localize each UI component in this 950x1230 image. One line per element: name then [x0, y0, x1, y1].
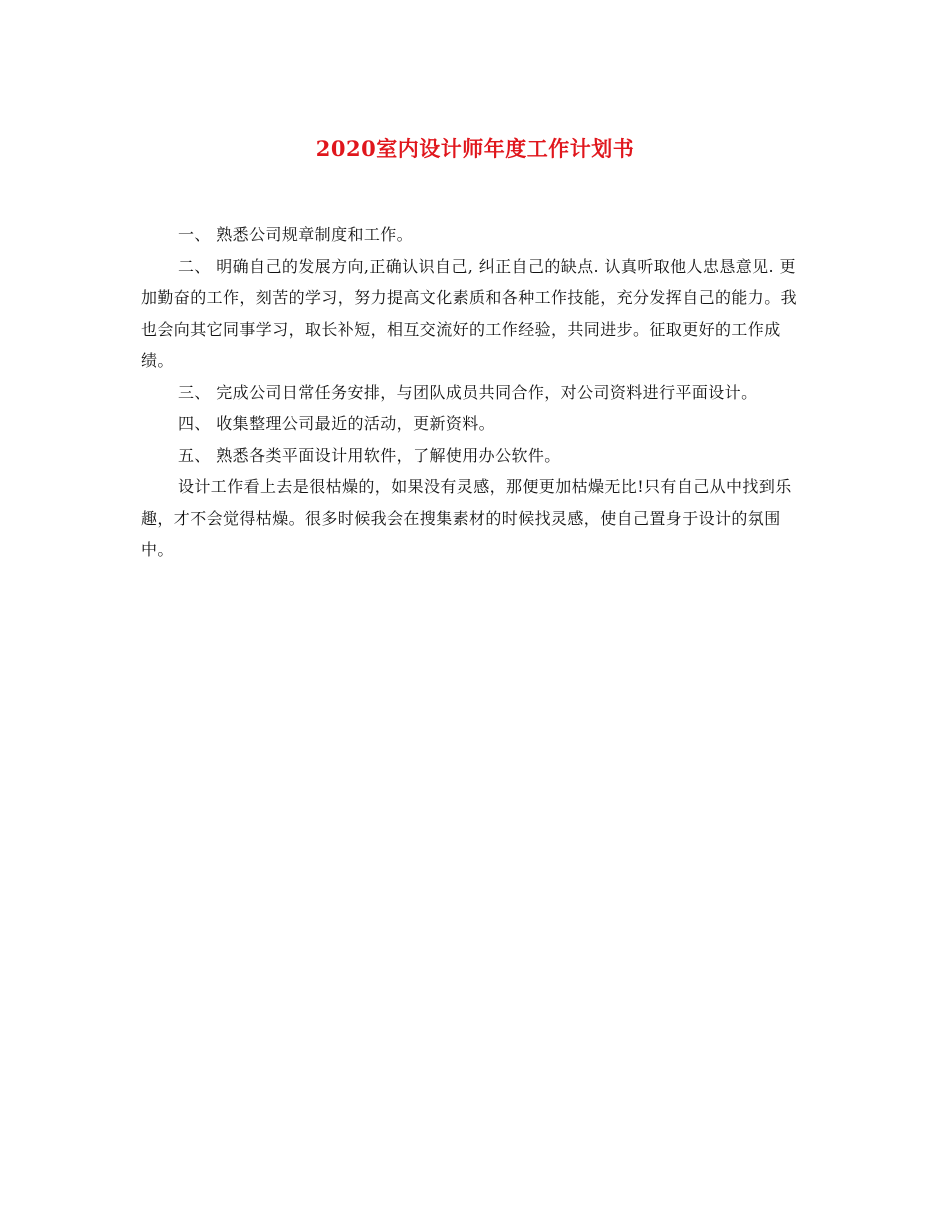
document-title: 2020室内设计师年度工作计划书 — [315, 136, 635, 161]
paragraph-item-2: 二、 明确自己的发展方向,正确认识自己, 纠正自己的缺点. 认真听取他人忠恳意见. 更加勤奋的工作，刻苦的学习，努力提高文化素质和各种工作技能，充分发挥自己的能力。我也会向其它同事学习，取长补短，相互交流好的工作经验，共同进步。征取更好的工作成绩。 — [141, 256, 798, 370]
paragraph-item-1: 一、 熟悉公司规章制度和工作。 — [178, 225, 414, 244]
paragraph-closing: 设计工作看上去是很枯燥的，如果没有灵感，那便更加枯燥无比!只有自己从中找到乐趣，才不会觉得枯燥。很多时候我会在搜集素材的时候找灵感，使自己置身于设计的氛围中。 — [141, 477, 792, 559]
document-body — [141, 219, 809, 566]
paragraph-item-5: 五、 熟悉各类平面设计用软件，了解使用办公软件。 — [178, 445, 561, 465]
paragraph-item-4: 四、 收集整理公司最近的活动，更新资料。 — [178, 414, 496, 433]
paragraph-item-3: 三、 完成公司日常任务安排，与团队成员共同合作，对公司资料进行平面设计。 — [178, 382, 758, 402]
